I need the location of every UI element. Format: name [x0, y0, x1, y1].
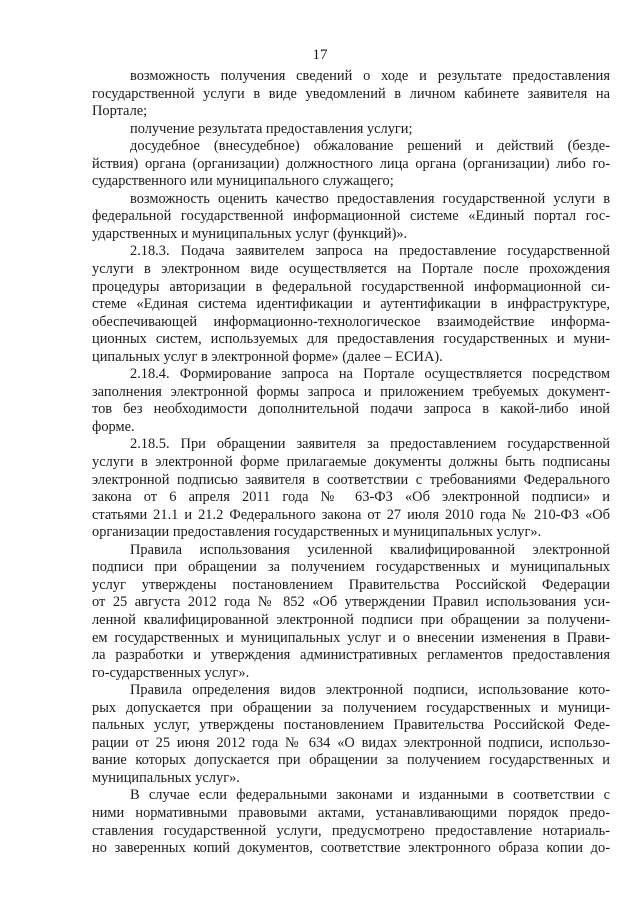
- paragraph: [92, 121, 610, 139]
- text-line: муниципальных услуг».: [92, 769, 240, 786]
- text-line: федеральной государственной информационной системе «Единый портал гос-: [92, 208, 610, 225]
- text-line: закона от 6 апреля 2011 года № 63-ФЗ «Об электронной подписи» и: [92, 489, 610, 506]
- text-line: но заверенных копий документов, соответствие электронного образа копии до-: [92, 840, 610, 857]
- text-line: Правила использования усиленной квалифицированной электронной: [130, 541, 610, 558]
- text-line: услуги в электронной форме прилагаемые документы должны быть подписаны: [92, 454, 610, 471]
- text-line: стеме «Единая система идентификации и аутентификации в инфраструктуре,: [92, 296, 610, 313]
- text-line: ционных систем, используемых для предоставления государственных и муни-: [92, 331, 610, 348]
- text-line: 2.18.4. Формирование запроса на Портале осуществляется посредством: [130, 366, 610, 383]
- text-line: получение результата предоставления услуги;: [130, 120, 413, 137]
- text-line: пальных услуг, утверждены постановлением Правительства Российской Феде-: [92, 717, 610, 734]
- paragraph: [92, 68, 610, 121]
- text-line: от 25 августа 2012 года № 852 «Об утверждении Правил использования уси-: [92, 594, 610, 611]
- text-line: ципальных услуг в электронной форме» (далее – ЕСИА).: [92, 348, 443, 365]
- text-line: ленной квалифицированной электронной подписи при обращении за получени-: [92, 611, 610, 628]
- text-line: услуг утверждены постановлением Правительства Российской Федерации: [92, 576, 610, 593]
- paragraph: [92, 542, 610, 682]
- text-line: ставления государственной услуги, предусмотрено предоставление нотариаль-: [92, 822, 610, 839]
- text-line: заполнения электронной формы запроса и приложением требуемых документ-: [92, 383, 610, 400]
- text-line: ем государственных и муниципальных услуг и о внесении изменения в Прави-: [92, 629, 610, 646]
- text-line: Правила определения видов электронной подписи, использование кото-: [130, 682, 610, 699]
- text-line: досудебное (внесудебное) обжалование решений и действий (безде-: [130, 138, 610, 155]
- text-line: В случае если федеральными законами и изданными в соответствии с: [130, 787, 610, 804]
- text-line: рации от 25 июня 2012 года № 634 «О видах электронной подписи, использо-: [92, 734, 610, 751]
- text-line: тов без необходимости дополнительной подачи запроса в какой-либо иной: [92, 401, 610, 418]
- document-body: [92, 68, 610, 858]
- text-line: йствия) органа (организации) должностного лица органа (организации) либо го-: [92, 155, 610, 172]
- text-line: форме.: [92, 418, 135, 435]
- text-line: статьями 21.1 и 21.2 Федерального закона от 27 июля 2010 года № 210-ФЗ «Об: [92, 506, 610, 523]
- text-line: ними нормативными правовыми актами, устанавливающими порядок предо-: [92, 804, 610, 821]
- text-line: го-сударственных услуг».: [92, 664, 250, 681]
- page-number: 17: [312, 47, 328, 63]
- text-line: рых допускается при обращении за получением государственных и муници-: [92, 699, 610, 716]
- paragraph: [92, 366, 610, 436]
- paragraph: [92, 787, 610, 857]
- text-line: ударственных и муниципальных услуг (функций)».: [92, 225, 408, 242]
- text-line: организации предоставления государственных и муниципальных услуг».: [92, 524, 542, 541]
- text-line: возможность оценить качество предоставления государственной услуги в: [130, 190, 610, 207]
- text-line: государственной услуги в виде уведомлений в личном кабинете заявителя на: [92, 85, 610, 102]
- text-line: электронной подписью заявителя в соответствии с требованиями Федерального: [92, 471, 610, 488]
- text-line: 2.18.3. Подача заявителем запроса на предоставление государственной: [130, 243, 610, 260]
- paragraph: [92, 682, 610, 787]
- text-line: возможность получения сведений о ходе и результате предоставления: [130, 68, 610, 84]
- paragraph: [92, 191, 610, 244]
- paragraph: [92, 243, 610, 366]
- text-line: подписи при обращении за получением государственных и муниципальных: [92, 559, 610, 576]
- text-line: вание которых допускается при обращении за получением государственных и: [92, 752, 610, 769]
- paragraph: [92, 436, 610, 541]
- text-line: обеспечивающей информационно-технологическое взаимодействие информа-: [92, 313, 610, 330]
- paragraph: [92, 138, 610, 191]
- text-line: процедуры авторизации в федеральной государственной информационной си-: [92, 278, 610, 295]
- text-line: ла разработки и утверждения административных регламентов предоставления: [92, 647, 610, 664]
- text-line: Портале;: [92, 103, 148, 120]
- text-line: 2.18.5. При обращении заявителя за предоставлением государственной: [130, 436, 610, 453]
- text-line: сударственного или муниципального служащего;: [92, 173, 394, 190]
- text-line: услуги в электронном виде осуществляется на Портале после прохождения: [92, 261, 610, 278]
